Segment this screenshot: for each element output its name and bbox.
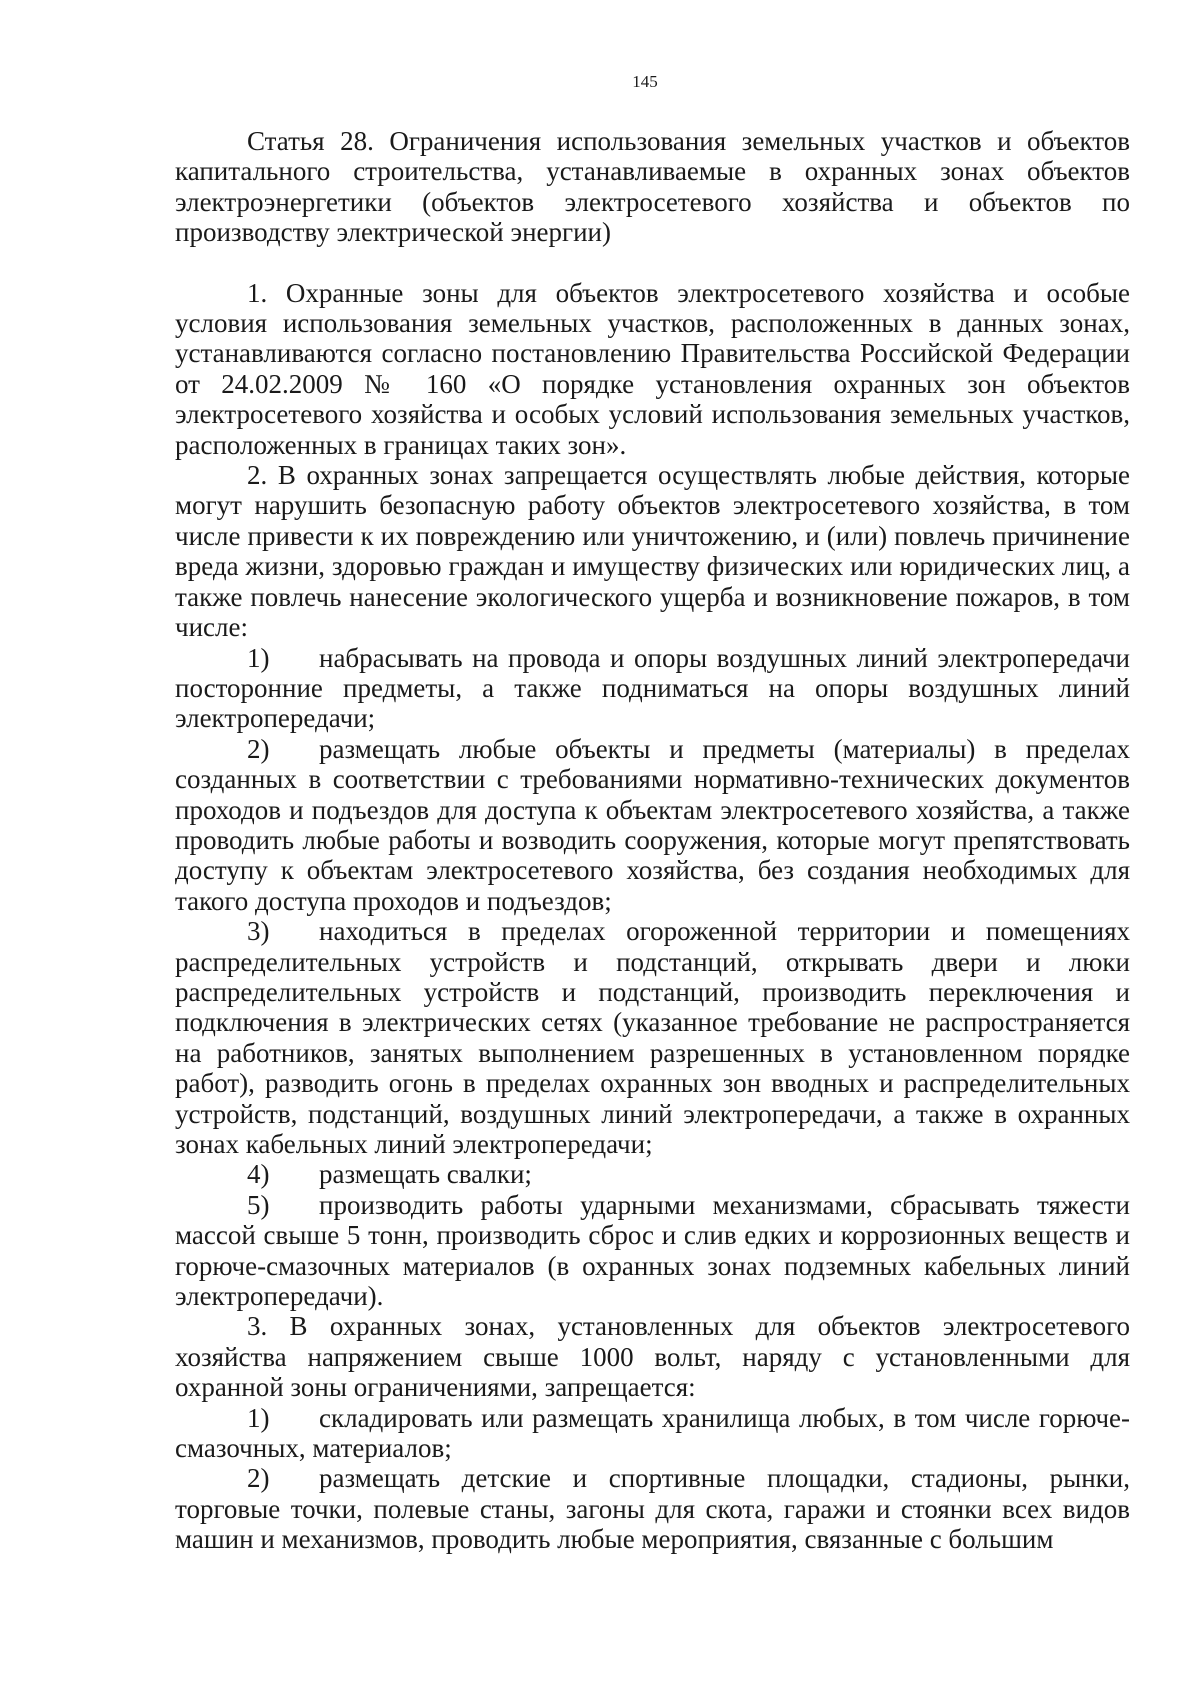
list-item-number: 2) bbox=[247, 733, 270, 764]
list-item-number: 3) bbox=[247, 916, 270, 947]
section-spacer bbox=[175, 248, 1130, 278]
list-item-text: размещать свалки; bbox=[319, 1159, 532, 1190]
paragraph bbox=[175, 460, 1130, 642]
paragraph-text: 1. Охранные зоны для объектов электросетевого хозяйства и особые условия использования земельных участков, расположенных в данных зонах, устанавливаются согласно постановлению Правительства Российской Федерации от 24.02.2009 № 160 «О порядке установления охранных зон объектов электросетевого хозяйства и особых условий использования земельных участков, расположенных в границах таких зон». bbox=[175, 277, 1130, 460]
page-number: 145 bbox=[632, 72, 658, 91]
list-item-number: 2) bbox=[247, 1463, 270, 1494]
list-item-text: находиться в пределах огороженной территории и помещениях распределительных устройств и подстанций, открывать двери и люки распределительных устройств и подстанций, производить переключения и подключения в электрических сетях (указанное требование не распространяется на работников, занятых выполнением разрешенных в установленном порядке работ), разводить огонь в пределах охранных зон вводных и распределительных устройств, подстанций, воздушных линий электропередачи, а также в охранных зонах кабельных линий электропередачи; bbox=[175, 916, 1130, 1159]
list-item bbox=[175, 1403, 1130, 1464]
paragraph bbox=[175, 278, 1130, 460]
list-item-number: 4) bbox=[247, 1159, 270, 1190]
list-item-number: 1) bbox=[247, 1402, 270, 1433]
list-item bbox=[175, 1463, 1130, 1554]
document-body bbox=[175, 126, 1130, 1555]
list-item bbox=[175, 916, 1130, 1159]
list-item bbox=[175, 1159, 1130, 1189]
list-item-number: 5) bbox=[247, 1189, 270, 1220]
paragraph-text: 3. В охранных зонах, установленных для объектов электросетевого хозяйства напряжением свыше 1000 вольт, наряду с установленными для охранной зоны ограничениями, запрещается: bbox=[175, 1311, 1130, 1403]
article-title: Статья 28. Ограничения использования земельных участков и объектов капитального строительства, устанавливаемые в охранных зонах объектов электроэнергетики (объектов электросетевого хозяйства и объектов по производству электрической энергии) bbox=[175, 126, 1130, 248]
list-item-text: размещать любые объекты и предметы (материалы) в пределах созданных в соответствии с требованиями нормативно-технических документов проходов и подъездов для доступа к объектам электросетевого хозяйства, а также проводить любые работы и возводить сооружения, которые могут препятствовать доступу к объектам электросетевого хозяйства, без создания необходимых для такого доступа проходов и подъездов; bbox=[175, 733, 1130, 916]
paragraph bbox=[175, 1311, 1130, 1402]
list-item bbox=[175, 643, 1130, 734]
list-item-text: набрасывать на провода и опоры воздушных линий электропередачи посторонние предметы, а также подниматься на опоры воздушных линий электропередачи; bbox=[175, 642, 1130, 734]
list-item-number: 1) bbox=[247, 642, 270, 673]
list-item-text: производить работы ударными механизмами, сбрасывать тяжести массой свыше 5 тонн, производить сброс и слив едких и коррозионных веществ и горюче-смазочных материалов (в охранных зонах подземных кабельных линий электропередачи). bbox=[175, 1189, 1130, 1312]
paragraph-text: 2. В охранных зонах запрещается осуществлять любые действия, которые могут нарушить безопасную работу объектов электросетевого хозяйства, в том числе привести к их повреждению или уничтожению, и (или) повлечь причинение вреда жизни, здоровью граждан и имуществу физических или юридических лиц, а также повлечь нанесение экологического ущерба и возникновение пожаров, в том числе: bbox=[175, 460, 1130, 643]
list-item bbox=[175, 734, 1130, 916]
list-item-text: размещать детские и спортивные площадки, стадионы, рынки, торговые точки, полевые станы, загоны для скота, гаражи и стоянки всех видов машин и механизмов, проводить любые мероприятия, связанные с большим bbox=[175, 1463, 1130, 1555]
paragraph-list bbox=[175, 278, 1130, 1555]
list-item-text: складировать или размещать хранилища любых, в том числе горюче-смазочных, материалов; bbox=[175, 1402, 1130, 1464]
list-item bbox=[175, 1190, 1130, 1312]
